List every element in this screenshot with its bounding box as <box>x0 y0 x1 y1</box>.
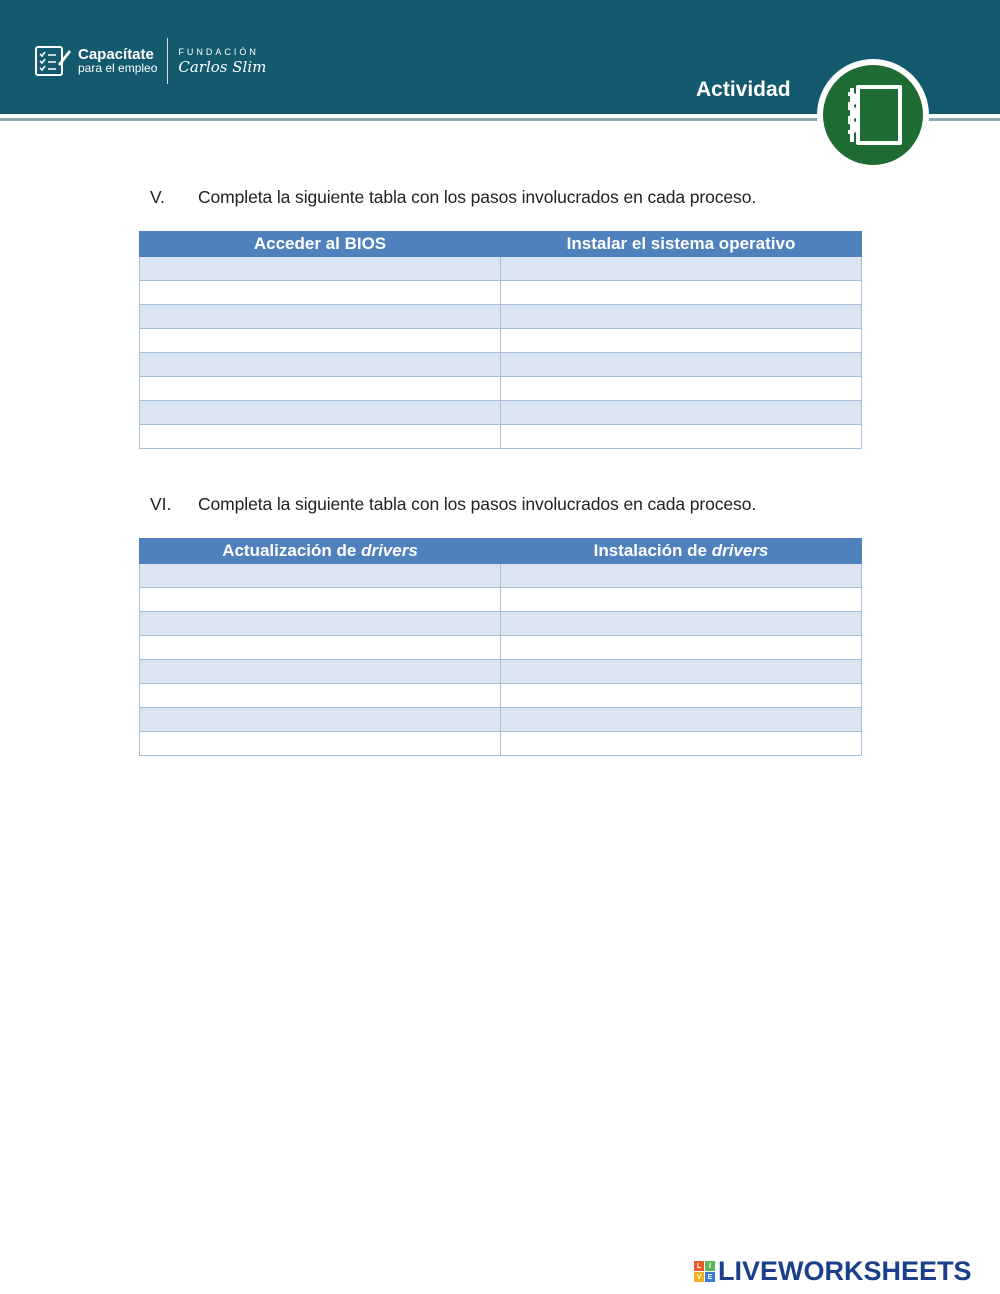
table-row <box>140 612 862 636</box>
answer-cell[interactable] <box>140 612 501 636</box>
steps-table-bios-os <box>139 231 862 449</box>
answer-cell[interactable] <box>501 257 862 281</box>
column-header-bios <box>140 232 501 257</box>
liveworksheets-logo <box>694 1256 972 1287</box>
question-number: V. <box>150 187 165 207</box>
answer-cell[interactable] <box>140 636 501 660</box>
table-row <box>140 257 862 281</box>
table-row <box>140 353 862 377</box>
answer-cell[interactable] <box>140 564 501 588</box>
table-row <box>140 305 862 329</box>
answer-cell[interactable] <box>140 257 501 281</box>
logo-divider <box>167 38 168 84</box>
column-header-os <box>501 232 862 257</box>
answer-cell[interactable] <box>140 353 501 377</box>
answer-cell[interactable] <box>501 564 862 588</box>
answer-cell[interactable] <box>501 684 862 708</box>
grid-letter: I <box>705 1261 715 1271</box>
grid-letter: L <box>694 1261 704 1271</box>
table-row <box>140 377 862 401</box>
brand-main: Capacítate <box>78 46 154 63</box>
liveworksheets-grid-icon <box>694 1261 715 1282</box>
answer-cell[interactable] <box>140 401 501 425</box>
table-row <box>140 732 862 756</box>
column-header-label: Acceder al BIOS <box>253 234 387 253</box>
grid-letter: V <box>694 1272 704 1282</box>
answer-cell[interactable] <box>501 425 862 449</box>
answer-cell[interactable] <box>501 305 862 329</box>
question-instruction: Completa la siguiente tabla con los pasos involucrados en cada proceso. <box>198 494 757 514</box>
answer-cell[interactable] <box>501 636 862 660</box>
answer-cell[interactable] <box>501 281 862 305</box>
answer-cell[interactable] <box>140 684 501 708</box>
table-row <box>140 401 862 425</box>
answer-cell[interactable] <box>140 588 501 612</box>
answer-cell[interactable] <box>501 377 862 401</box>
foundation-top: FUNDACIÓN <box>178 46 259 57</box>
table-header-row <box>140 232 862 257</box>
table-row <box>140 708 862 732</box>
column-header-emph: drivers <box>361 541 418 560</box>
answer-cell[interactable] <box>501 708 862 732</box>
answer-cell[interactable] <box>140 329 501 353</box>
grid-letter: E <box>705 1272 715 1282</box>
answer-cell[interactable] <box>140 425 501 449</box>
answer-cell[interactable] <box>501 329 862 353</box>
table-row <box>140 329 862 353</box>
brand-sub: para el empleo <box>78 61 158 75</box>
answer-cell[interactable] <box>501 401 862 425</box>
answer-cell[interactable] <box>501 660 862 684</box>
brand-text <box>78 47 157 75</box>
table-row <box>140 636 862 660</box>
brand-logo <box>34 38 266 84</box>
column-header-emph: drivers <box>711 541 769 560</box>
question-instruction: Completa la siguiente tabla con los pasos involucrados en cada proceso. <box>198 187 757 207</box>
answer-cell[interactable] <box>140 305 501 329</box>
notebook-icon <box>814 58 932 172</box>
column-header-driver-update <box>140 539 501 564</box>
column-header-label: Instalación de <box>593 541 712 560</box>
table-row <box>140 684 862 708</box>
answer-cell[interactable] <box>501 588 862 612</box>
answer-cell[interactable] <box>140 708 501 732</box>
table-row <box>140 588 862 612</box>
column-header-driver-install <box>501 539 862 564</box>
answer-cell[interactable] <box>501 353 862 377</box>
answer-cell[interactable] <box>501 612 862 636</box>
liveworksheets-wordmark: LIVEWORKSHEETS <box>718 1256 972 1286</box>
answer-cell[interactable] <box>501 732 862 756</box>
column-header-label: Instalar el sistema operativo <box>566 234 796 253</box>
answer-cell[interactable] <box>140 281 501 305</box>
foundation-logo <box>178 47 266 76</box>
table-row <box>140 281 862 305</box>
answer-cell[interactable] <box>140 377 501 401</box>
answer-cell[interactable] <box>140 660 501 684</box>
section-label: Actividad <box>696 78 791 101</box>
question-number: VI. <box>150 494 172 514</box>
table-row <box>140 425 862 449</box>
steps-table-drivers <box>139 538 862 756</box>
foundation-name: Carlos Slim <box>178 57 267 76</box>
table-header-row <box>140 539 862 564</box>
answer-cell[interactable] <box>140 732 501 756</box>
column-header-label: Actualización de <box>222 541 362 560</box>
checklist-icon <box>34 44 72 78</box>
table-row <box>140 660 862 684</box>
table-row <box>140 564 862 588</box>
